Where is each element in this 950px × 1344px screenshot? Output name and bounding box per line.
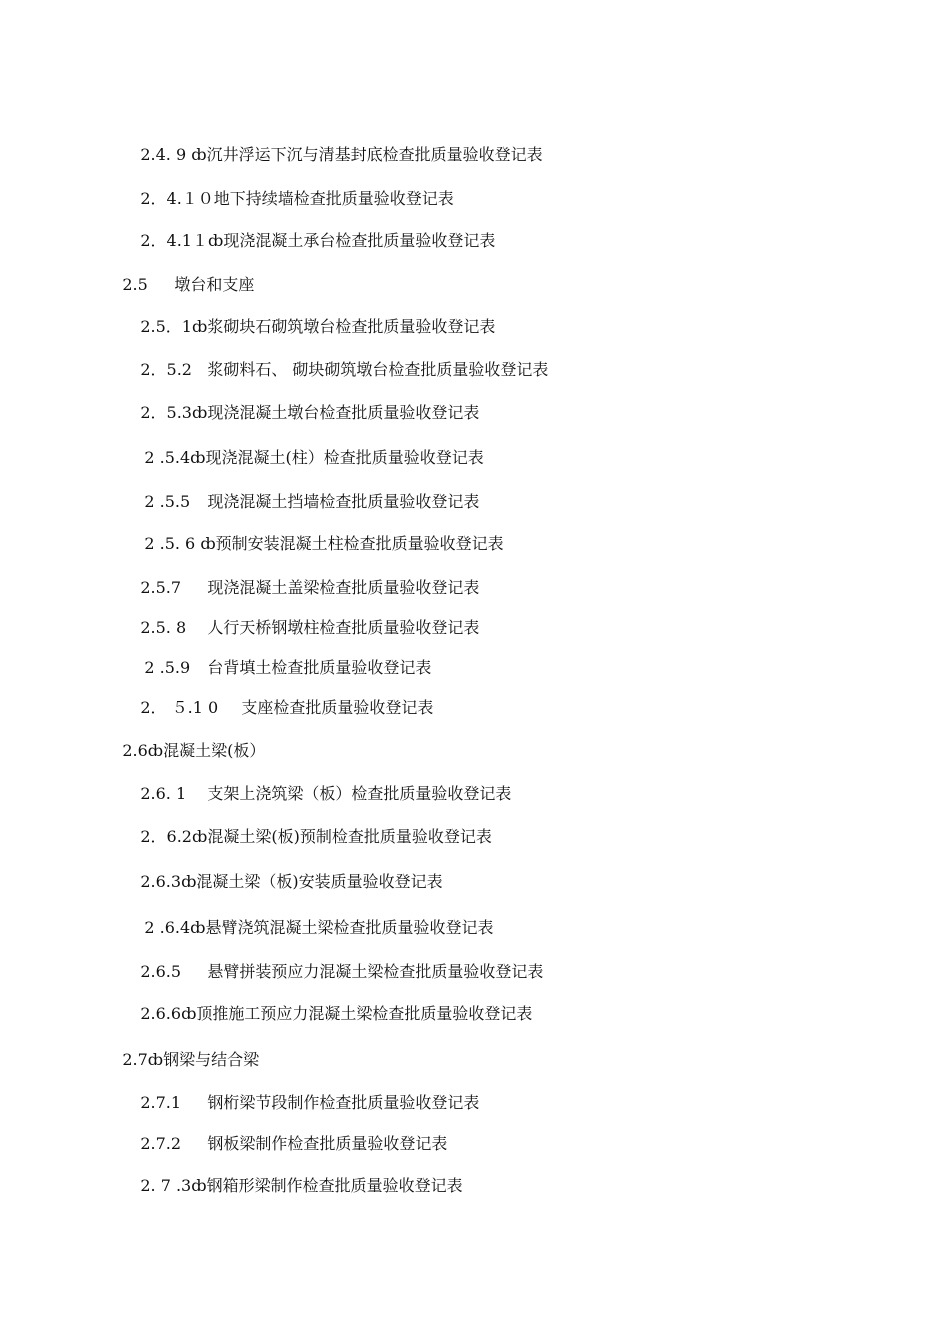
section-title: 墩台和支座 [174,275,255,294]
entry-number: 2.5．1 [140,317,192,336]
entry-title: ȸ现浇混凝土墩台检查批质量验收登记表 [191,403,480,422]
entry-number: 2 .5. 6 [144,534,201,553]
entry-title: 现浇混凝土挡墙检查批质量验收登记表 [207,492,480,511]
entry-number: 2 .5.9 [144,658,196,677]
entry-number: 2. 7 .3 [140,1176,192,1195]
section-title: ȸ钢梁与结合梁 [147,1050,260,1069]
entry-number: 2． ５.1 0 [140,698,224,717]
entry-number: 2．5.2 [140,360,198,379]
toc-entry [120,1156,463,1216]
entry-number: 2．4.1１ [140,231,208,250]
entry-number: 2.7.1 [140,1093,187,1112]
entry-number: 2 .5.4 [144,448,191,467]
entry-title: 悬臂拼装预应力混凝土梁检查批质量验收登记表 [207,962,544,981]
entry-title: 地下持续墙检查批质量验收登记表 [213,189,454,208]
entry-title: ȸ现浇混凝土(柱）检查批质量验收登记表 [190,448,484,467]
entry-title: ȸ浆砌块石砌筑墩台检查批质量验收登记表 [191,317,496,336]
entry-number: 2．5.3 [140,403,192,422]
entry-title: 浆砌料石、 砌块砌筑墩台检查批质量验收登记表 [207,360,549,379]
entry-number: 2.5.7 [140,578,187,597]
entry-title: ȸ混凝土梁(板)预制检查批质量验收登记表 [191,827,492,846]
entry-title: ȸ混凝土梁（板)安装质量验收登记表 [181,872,443,891]
entry-title: ȸ现浇混凝土承台检查批质量验收登记表 [207,231,496,250]
entry-title: ȸ钢箱形梁制作检查批质量验收登记表 [191,1176,463,1195]
entry-number: 2.5. 8 [140,618,192,637]
entry-title: ȸ悬臂浇筑混凝土梁检查批质量验收登记表 [190,918,494,937]
entry-title: 钢桁梁节段制作检查批质量验收登记表 [207,1093,480,1112]
entry-number: 2.6.6 [140,1004,182,1023]
section-number: 2.7 [122,1050,148,1069]
entry-number: 2.6.5 [140,962,187,981]
entry-title: 钢板梁制作检查批质量验收登记表 [207,1134,448,1153]
entry-number: 2 .6.4 [144,918,191,937]
entry-number: 2 .5.5 [144,492,196,511]
section-number: 2.5 [122,275,153,294]
entry-title: 台背填土检查批质量验收登记表 [207,658,432,677]
entry-title: ȸ沉井浮运下沉与清基封底检查批质量验收登记表 [191,145,543,164]
entry-number: 2.7.2 [140,1134,187,1153]
section-title: ȸ混凝土梁(板） [147,741,266,760]
section-number: 2.6 [122,741,148,760]
entry-title: 支座检查批质量验收登记表 [241,698,434,717]
entry-number: 2.4. 9 [140,145,192,164]
entry-title: ȸ预制安装混凝土柱检查批质量验收登记表 [200,534,504,553]
entry-title: 人行天桥钢墩柱检查批质量验收登记表 [207,618,480,637]
entry-title: 现浇混凝土盖梁检查批质量验收登记表 [207,578,480,597]
entry-number: 2．4.１０ [140,189,214,208]
entry-number: 2.6.3 [140,872,182,891]
entry-title: 支架上浇筑梁（板）检查批质量验收登记表 [207,784,512,803]
entry-number: 2.6. 1 [140,784,192,803]
entry-number: 2．6.2 [140,827,192,846]
entry-title: ȸ顶推施工预应力混凝土梁检查批质量验收登记表 [181,1004,533,1023]
